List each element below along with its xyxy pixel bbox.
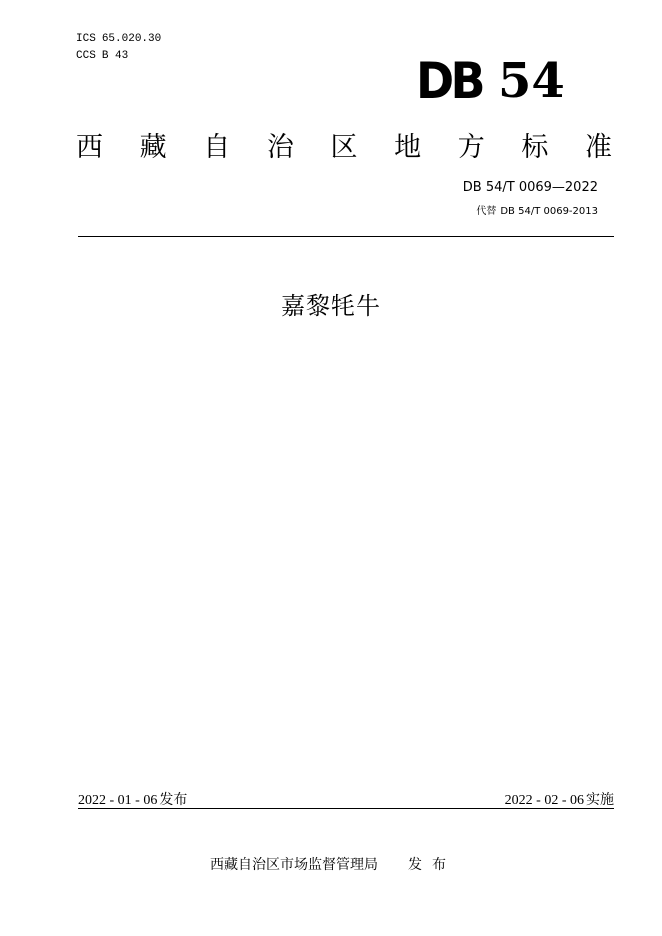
replaces-number: DB 54/T 0069-2013 bbox=[500, 206, 598, 217]
replaces-label: 代替 bbox=[476, 206, 497, 217]
top-divider bbox=[78, 236, 614, 237]
heading-char: 准 bbox=[585, 131, 612, 163]
ccs-code: B 43 bbox=[101, 50, 129, 62]
ccs-row bbox=[76, 48, 161, 65]
heading-char: 地 bbox=[394, 131, 422, 163]
bottom-divider bbox=[78, 808, 614, 809]
ics-row bbox=[76, 31, 161, 48]
logo-number: 54 bbox=[498, 53, 565, 109]
replaces-standard bbox=[476, 202, 598, 217]
heading-char: 治 bbox=[266, 131, 294, 163]
heading-char: 藏 bbox=[139, 131, 167, 163]
issuing-authority bbox=[210, 854, 456, 874]
implementation-date bbox=[505, 789, 614, 809]
ccs-label: CCS bbox=[76, 50, 96, 62]
document-title: 嘉黎牦牛 bbox=[281, 292, 381, 320]
classification-codes bbox=[76, 31, 161, 65]
implementation-date-value: 2022 - 02 - 06 bbox=[504, 793, 584, 808]
issuer-name: 西藏自治区市场监督管理局 bbox=[210, 857, 378, 873]
ics-code: 65.020.30 bbox=[101, 33, 162, 45]
release-label: 发布 bbox=[159, 792, 188, 808]
logo-letters: DB bbox=[416, 52, 482, 110]
standard-number: DB 54/T 0069—2022 bbox=[462, 180, 598, 195]
heading-char: 方 bbox=[457, 131, 485, 163]
heading-char: 标 bbox=[521, 131, 549, 163]
release-date bbox=[78, 789, 187, 809]
standard-type-heading bbox=[76, 126, 612, 162]
issuer-action: 发布 bbox=[408, 857, 456, 873]
heading-char: 区 bbox=[330, 131, 358, 163]
db-logo bbox=[416, 52, 565, 110]
heading-char: 自 bbox=[203, 131, 231, 163]
ics-label: ICS bbox=[76, 33, 96, 45]
heading-char: 西 bbox=[76, 131, 103, 163]
implementation-label: 实施 bbox=[586, 792, 614, 808]
release-date-value: 2022 - 01 - 06 bbox=[78, 793, 158, 808]
